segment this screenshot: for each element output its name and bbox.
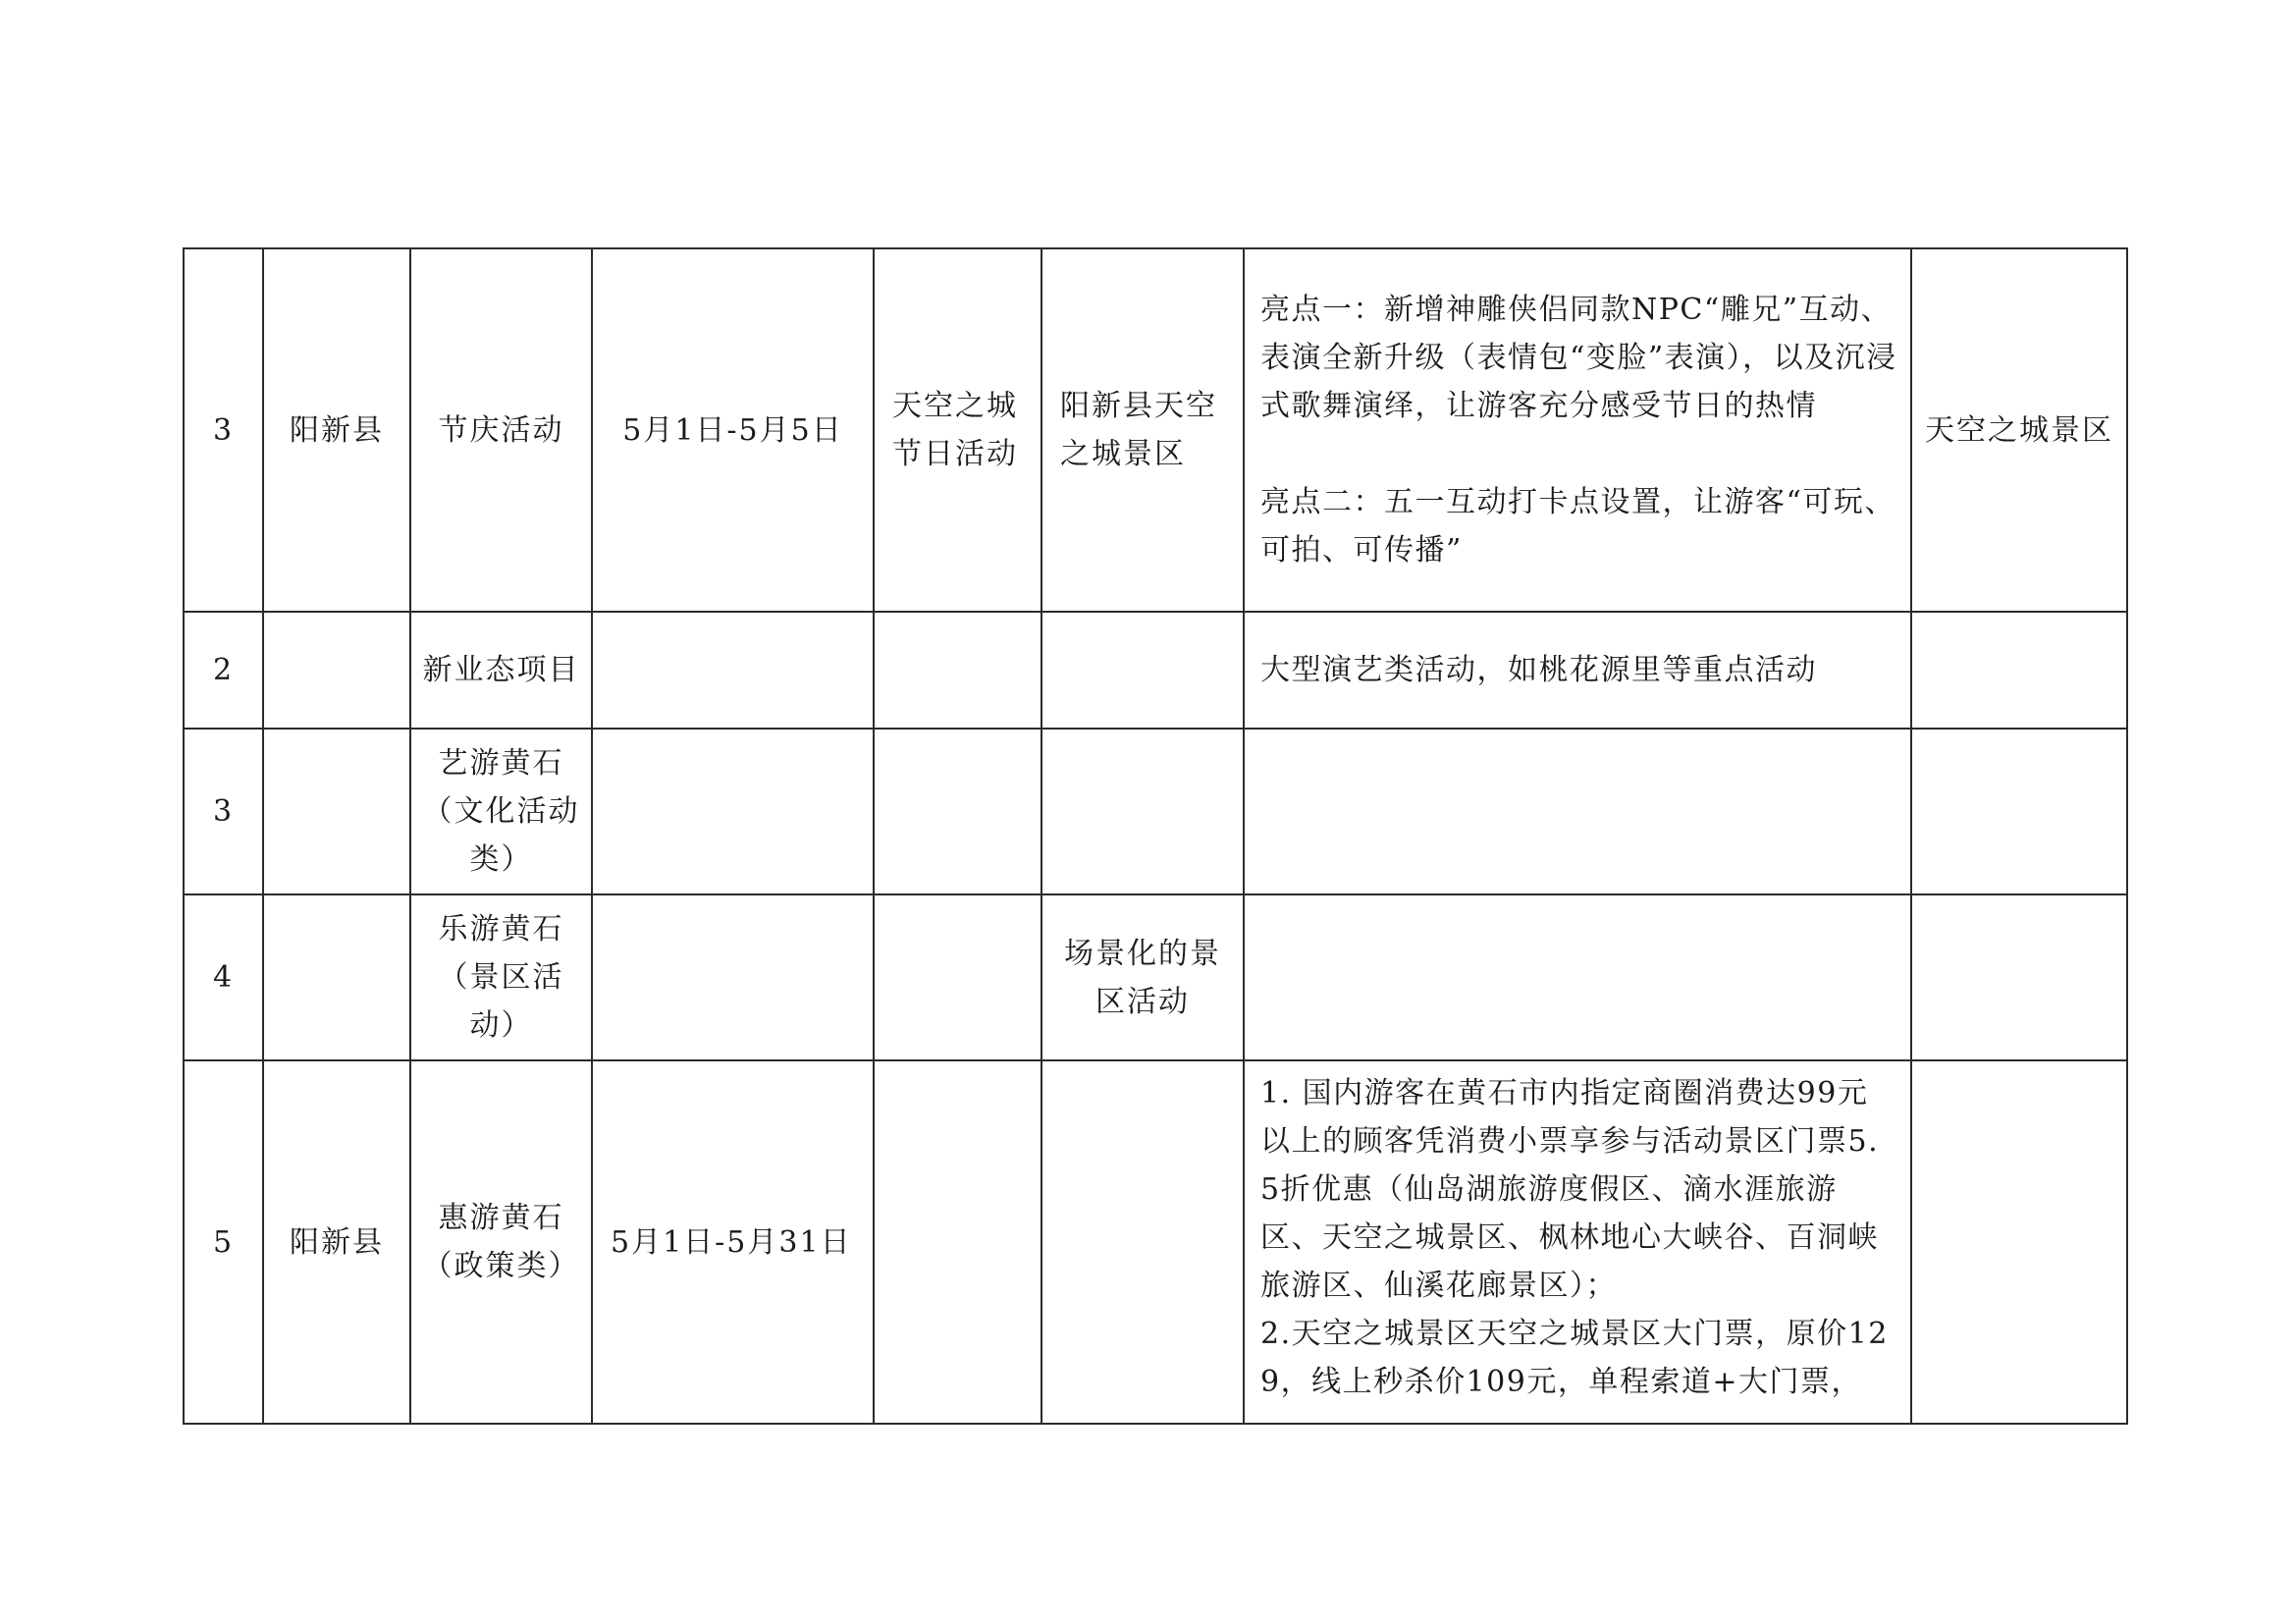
description-paragraph: 1. 国内游客在黄石市内指定商圈消费达99元以上的顾客凭消费小票享参与活动景区门票5.5折优惠（仙岛湖旅游度假区、滴水涯旅游区、天空之城景区、枫林地心大峡谷、百洞峡旅游区、仙溪花廊景区）；	[1260, 1076, 1880, 1303]
cell-location	[1041, 1060, 1244, 1424]
table-row	[184, 248, 2127, 612]
cell-location	[1041, 729, 1244, 894]
cell-organizer	[1911, 1060, 2127, 1424]
cell-no: 3	[184, 248, 263, 612]
description-paragraph: 大型演艺类活动，如桃花源里等重点活动	[1260, 653, 1817, 687]
cell-category: 惠游黄石（政策类）	[410, 1060, 592, 1424]
cell-location	[1041, 612, 1244, 729]
activity-table	[183, 247, 2128, 1425]
cell-organizer	[1911, 729, 2127, 894]
cell-no: 4	[184, 894, 263, 1060]
cell-no: 5	[184, 1060, 263, 1424]
cell-description	[1244, 612, 1911, 729]
cell-no: 3	[184, 729, 263, 894]
cell-category: 新业态项目	[410, 612, 592, 729]
table-row	[184, 729, 2127, 894]
cell-date	[592, 612, 874, 729]
cell-activity	[874, 612, 1041, 729]
cell-activity	[874, 894, 1041, 1060]
cell-description	[1244, 894, 1911, 1060]
cell-activity	[874, 1060, 1041, 1424]
cell-no: 2	[184, 612, 263, 729]
cell-county: 阳新县	[263, 248, 410, 612]
cell-activity: 天空之城节日活动	[874, 248, 1041, 612]
cell-county	[263, 894, 410, 1060]
cell-county	[263, 729, 410, 894]
cell-organizer	[1911, 612, 2127, 729]
description-paragraph: 亮点一：新增神雕侠侣同款NPC“雕兄”互动、表演全新升级（表情包“变脸”表演），以及沉浸式歌舞演绎，让游客充分感受节日的热情	[1260, 293, 1897, 423]
cell-category: 艺游黄石（文化活动类）	[410, 729, 592, 894]
paragraph-gap	[1260, 430, 1898, 478]
table-row	[184, 612, 2127, 729]
cell-description	[1244, 729, 1911, 894]
table-row	[184, 1060, 2127, 1424]
cell-activity	[874, 729, 1041, 894]
cell-location: 场景化的景区活动	[1041, 894, 1244, 1060]
cell-county: 阳新县	[263, 1060, 410, 1424]
cell-date	[592, 894, 874, 1060]
cell-description	[1244, 1060, 1911, 1424]
cell-county	[263, 612, 410, 729]
cell-organizer: 天空之城景区	[1911, 248, 2127, 612]
table-row	[184, 894, 2127, 1060]
description-paragraph: 2.天空之城景区天空之城景区大门票，原价129，线上秒杀价109元，单程索道+大门票，	[1260, 1317, 1889, 1399]
cell-date: 5月1日-5月31日	[592, 1060, 874, 1424]
description-paragraph: 亮点二：五一互动打卡点设置，让游客“可玩、可拍、可传播”	[1260, 485, 1896, 568]
cell-description	[1244, 248, 1911, 612]
cell-date: 5月1日-5月5日	[592, 248, 874, 612]
cell-category: 乐游黄石（景区活动）	[410, 894, 592, 1060]
cell-organizer	[1911, 894, 2127, 1060]
cell-category: 节庆活动	[410, 248, 592, 612]
cell-date	[592, 729, 874, 894]
cell-location: 阳新县天空之城景区	[1041, 248, 1244, 612]
